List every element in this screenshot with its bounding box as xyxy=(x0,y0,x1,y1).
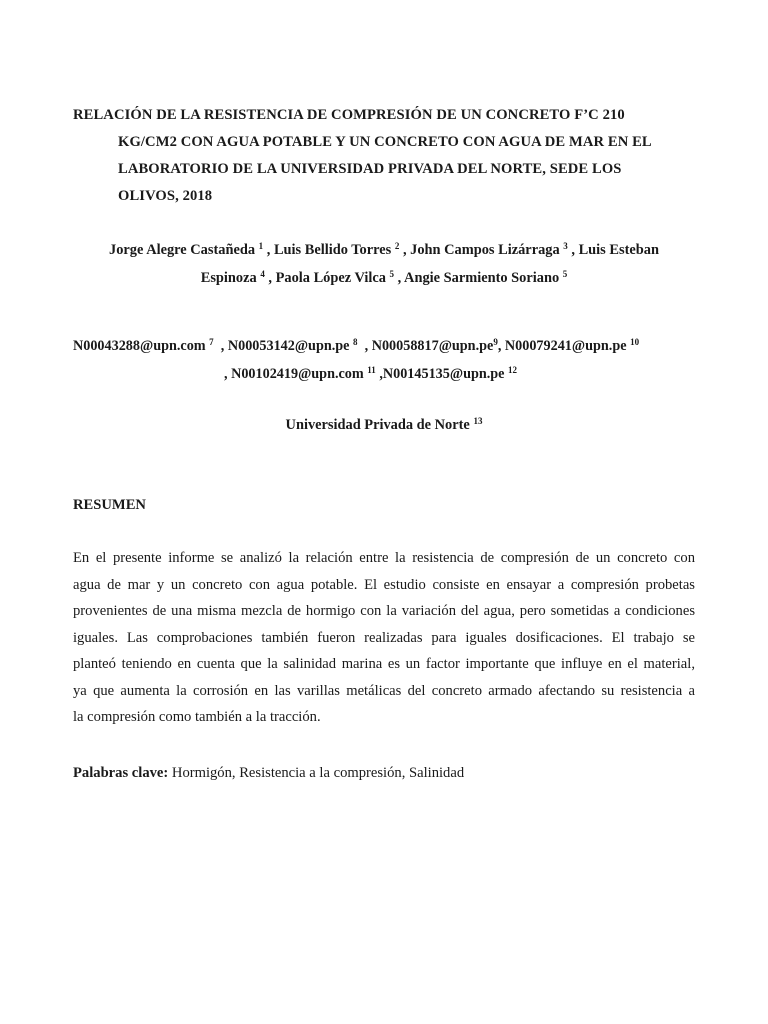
authors-line-2: Espinoza $^4$ , Paola López Vilca $^5$ , Angie Sarmiento Soriano $^5$ xyxy=(200,269,568,286)
author-ref: 5 xyxy=(389,269,395,279)
paper-title-line-1: RELACIÓN DE LA RESISTENCIA DE COMPRESIÓN DE UN CONCRETO F’C 210 xyxy=(73,107,625,123)
author-ref: 1 xyxy=(258,241,264,251)
author-name-part: Luis Esteban xyxy=(578,242,659,258)
author-name: John Campos Lizárraga xyxy=(410,242,560,258)
abstract-line: iguales. Las comprobaciones también fueron realizadas para iguales dosificaciones. El trabajo se xyxy=(73,630,695,646)
keywords-text: Hormigón, Resistencia a la compresión, Salinidad xyxy=(171,765,465,781)
email-ref: 11 xyxy=(367,365,376,375)
email-address[interactable]: N00053142@upn.pe xyxy=(227,338,350,354)
affiliation xyxy=(0,417,768,434)
email-address[interactable]: N00145135@upn.pe xyxy=(382,366,505,382)
affiliation-name: Universidad Privada de Norte xyxy=(285,417,470,433)
author-ref: 3 xyxy=(563,241,568,251)
abstract-line: planteó teniendo en cuenta que la salinidad marina es un factor importante que influye en el material, xyxy=(73,656,695,672)
author-name: Angie Sarmiento Soriano xyxy=(404,270,560,286)
paper-title-line-2: KG/CM2 CON AGUA POTABLE Y UN CONCRETO CON AGUA DE MAR EN EL xyxy=(118,134,652,150)
email-ref: 7 xyxy=(209,337,214,347)
emails-line-1: N00043288@upn.com $^7$ , N00053142@upn.pe $^8$ , $N00058817@upn.pe^9$, N00079241@upn.pe $^{10}$ xyxy=(73,337,640,354)
keywords xyxy=(73,765,464,782)
abstract-line: la compresión como también a la tracción. xyxy=(73,709,321,725)
author-name: Jorge Alegre Castañeda xyxy=(109,242,256,258)
author-ref: 5 xyxy=(562,269,568,279)
email-ref: 8 xyxy=(353,337,358,347)
email-address[interactable]: N00058817@upn.pe xyxy=(371,338,494,354)
keywords-label: Palabras clave: xyxy=(73,765,169,781)
email-ref: 9 xyxy=(493,337,498,347)
author-ref: 2 xyxy=(394,241,400,251)
authors-line-1: Jorge Alegre Castañeda $^1$ , Luis Bellido Torres $^2$ , John Campos Lizárraga $^3$ , Luis Esteban xyxy=(109,241,659,258)
paper-title-line-3: LABORATORIO DE LA UNIVERSIDAD PRIVADA DEL NORTE, SEDE LOS xyxy=(118,161,622,177)
email-address[interactable]: N00043288@upn.com xyxy=(73,338,206,354)
abstract-line: En el presente informe se analizó la relación entre la resistencia de compresión de un concreto con xyxy=(73,550,695,566)
paper-title-line-4: OLIVOS, 2018 xyxy=(118,188,213,204)
affiliation-ref: 13 xyxy=(473,416,483,426)
author-name: Paola López Vilca xyxy=(275,270,386,286)
author-name: Luis Bellido Torres xyxy=(273,242,392,258)
abstract-heading: RESUMEN xyxy=(73,497,146,513)
abstract-line: provenientes de una misma mezcla de hormigo con la variación del agua, pero sometidas a condiciones xyxy=(73,603,695,619)
emails-line-2: , N00102419@upn.com $^{11}$ ,N00145135@upn.pe $^{12}$ xyxy=(224,365,518,382)
email-ref: 12 xyxy=(508,365,518,375)
abstract-line: ya que aumenta la corrosión en las varillas metálicas del concreto armado afectando su resistencia a xyxy=(73,683,695,699)
abstract-line: agua de mar y un concreto con agua potable. El estudio consiste en ensayar a compresión probetas xyxy=(73,577,695,593)
email-address[interactable]: N00079241@upn.pe xyxy=(504,338,627,354)
email-address[interactable]: N00102419@upn.com xyxy=(231,366,364,382)
author-ref: 4 xyxy=(260,269,265,279)
author-name-part: Espinoza xyxy=(200,270,257,286)
email-ref: 10 xyxy=(630,337,640,347)
